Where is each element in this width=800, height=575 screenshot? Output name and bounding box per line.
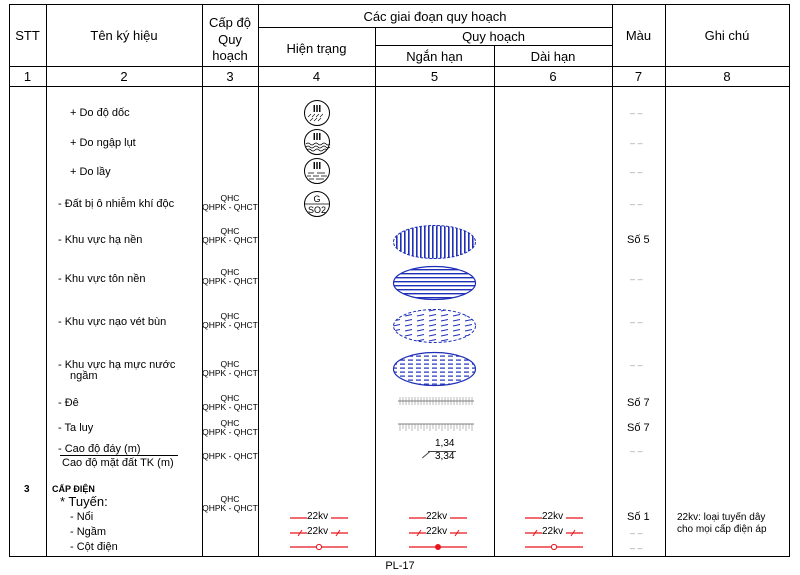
row-slope-bank: - Ta luy (58, 422, 94, 434)
level-lowered-ground (202, 227, 258, 245)
row-swamp: + Do lầy (70, 166, 111, 178)
color-dash: – – (630, 199, 643, 209)
underground-label-short: 22kv (426, 526, 448, 537)
level-raised-ground (202, 268, 258, 286)
col-divider-4 (375, 27, 376, 557)
color-dash: – – (630, 543, 643, 553)
col-number-6: 6 (549, 69, 557, 84)
color-dash: – – (630, 274, 643, 284)
col-divider-7 (665, 4, 666, 557)
level-dyke (202, 394, 258, 412)
overhead-label-short: 22kv (426, 511, 448, 522)
color-dash: – – (630, 317, 643, 327)
level-qhpk-qhct: QHPK - QHCT (202, 402, 258, 412)
table-bottom-border (9, 556, 790, 557)
color-dash: – – (630, 108, 643, 118)
roman-three-label: III (312, 132, 322, 143)
row-raised-ground: - Khu vực tôn nền (58, 273, 146, 285)
header-notes: Ghi chú (704, 28, 750, 43)
color-so7-slope: Số 7 (627, 422, 650, 434)
level-elevation (202, 452, 258, 461)
header-symbol-name: Tên ký hiệu (90, 28, 158, 43)
gas-so2-label: SO2 (307, 205, 327, 215)
row-ground-elevation: Cao độ mặt đất TK (m) (62, 457, 174, 469)
level-qhc: QHC (220, 267, 240, 277)
power-pole-current-icon (290, 542, 348, 552)
color-dash: – – (630, 446, 643, 456)
col-number-5: 5 (430, 69, 439, 84)
lowered-ground-hatch-icon (392, 224, 477, 260)
header-mid-rule-stages (258, 27, 612, 28)
row-dredging: - Khu vực nạo vét bùn (58, 316, 167, 328)
row-power-pole: - Cột điện (70, 541, 118, 553)
level-slope-bank (202, 419, 258, 437)
table-top-border (9, 4, 790, 5)
col-number-4: 4 (312, 69, 321, 84)
row-underground: - Ngầm (70, 526, 107, 538)
slope-symbol-icon (303, 99, 331, 127)
level-qhc: QHC (220, 494, 240, 504)
color-so5: Số 5 (627, 234, 650, 246)
col-number-3: 3 (226, 69, 234, 84)
header-level-2: Quy (218, 32, 242, 47)
level-qhpk-qhct: QHPK - QHCT (202, 368, 258, 378)
number-row-bottom-rule (9, 86, 790, 87)
lower-water-hatch-icon (392, 351, 477, 387)
table-right-border (789, 4, 790, 557)
elevation-fraction-line (60, 455, 178, 456)
col-number-8: 8 (723, 69, 731, 84)
row-lower-water-1: - Khu vực hạ mực nước (58, 359, 176, 371)
elevation-top-value: 1,34 (435, 438, 455, 449)
header-short-term: Ngắn hạn (406, 49, 463, 64)
color-so1: Số 1 (627, 511, 650, 523)
page-number: PL-17 (385, 560, 415, 572)
row-polluted-land: - Đất bị ô nhiễm khí độc (58, 198, 175, 210)
level-qhc: QHC (220, 393, 240, 403)
col-number-7: 7 (634, 69, 643, 84)
gas-symbol-icon (303, 190, 331, 218)
elevation-symbol-tick (422, 451, 430, 458)
level-power (202, 495, 258, 513)
row-overhead: - Nổi (70, 511, 94, 523)
color-dash: – – (630, 528, 643, 538)
overhead-label-current: 22kv (307, 511, 329, 522)
color-so7-dyke: Số 7 (627, 397, 650, 409)
swamp-symbol-icon (303, 157, 331, 185)
header-stt: STT (15, 28, 40, 43)
level-qhpk-qhct: QHPK - QHCT (202, 202, 258, 212)
elevation-bottom-value: 3,34 (435, 451, 455, 462)
level-lower-water (202, 360, 258, 378)
flood-symbol-icon (303, 128, 331, 156)
level-qhc: QHC (220, 226, 240, 236)
overhead-label-long: 22kv (542, 511, 564, 522)
color-dash: – – (630, 360, 643, 370)
note-22kv-line2: cho mọi cấp điện áp (677, 524, 767, 535)
level-qhpk-qhct: QHPK - QHCT (202, 235, 258, 245)
header-color: Màu (625, 28, 652, 43)
header-current-state: Hiện trạng (286, 41, 347, 56)
level-qhc: QHC (220, 311, 240, 321)
underground-label-current: 22kv (307, 526, 329, 537)
row-slope: + Do độ dốc (70, 107, 130, 119)
col-divider-3 (258, 4, 259, 557)
level-qhc: QHC (220, 193, 240, 203)
roman-three-label: III (312, 161, 322, 172)
level-qhc: QHC (220, 418, 240, 428)
row-lower-water-2: ngầm (70, 370, 98, 382)
header-long-term: Dài hạn (530, 49, 576, 64)
level-qhpk-qhct: QHPK - QHCT (202, 427, 258, 437)
roman-three-label: III (312, 104, 322, 115)
header-planning-stages: Các giai đoạn quy hoạch (363, 9, 507, 24)
color-dash: – – (630, 167, 643, 177)
row-routes: * Tuyến: (60, 494, 108, 509)
note-22kv-line1: 22kv: loại tuyến dây (677, 512, 766, 523)
power-pole-long-icon (525, 542, 583, 552)
slope-bank-symbol-icon (398, 421, 474, 433)
col-number-2: 2 (120, 69, 128, 84)
level-qhpk-qhct: QHPK - QHCT (202, 320, 258, 330)
header-level-3: hoạch (212, 48, 248, 63)
raised-ground-hatch-icon (392, 265, 477, 301)
level-qhc: QHC (220, 359, 240, 369)
level-qhpk-qhct: QHPK - QHCT (202, 451, 258, 461)
level-qhpk-qhct: QHPK - QHCT (202, 276, 258, 286)
section-power-supply: CẤP ĐIỆN (52, 484, 95, 494)
header-level-1: Cấp độ (209, 15, 251, 30)
dredging-hatch-icon (392, 308, 477, 344)
row-number-3: 3 (24, 484, 30, 495)
row-bottom-elevation: - Cao độ đáy (m) (58, 443, 141, 455)
row-flooding: + Do ngập lụt (70, 137, 136, 149)
header-bottom-rule (9, 66, 790, 67)
header-planning: Quy hoạch (462, 29, 525, 44)
level-qhpk-qhct: QHPK - QHCT (202, 503, 258, 513)
col-number-1: 1 (23, 69, 32, 84)
col-divider-6 (612, 4, 613, 557)
row-dyke: - Đê (58, 397, 79, 409)
col-divider-5 (494, 45, 495, 557)
table-left-border (9, 4, 10, 557)
level-dredging (202, 312, 258, 330)
underground-label-long: 22kv (542, 526, 564, 537)
row-lowered-ground: - Khu vực hạ nền (58, 234, 143, 246)
level-polluted (202, 194, 258, 212)
col-divider-1 (46, 4, 47, 557)
color-dash: – – (630, 138, 643, 148)
gas-g-label: G (313, 194, 321, 204)
dyke-symbol-icon (398, 394, 474, 408)
power-pole-short-icon (409, 542, 467, 552)
